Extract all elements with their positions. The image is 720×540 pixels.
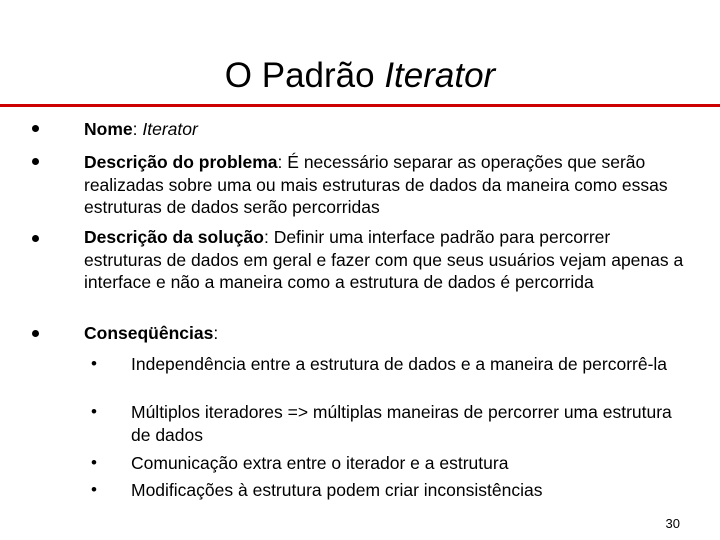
list-item xyxy=(84,226,684,294)
item-separator: : xyxy=(277,152,288,172)
item-text: É necessário separar as operações que serão realizadas sobre uma ou mais estruturas de dados da maneira como essas estruturas de dados serão percorridas xyxy=(84,152,668,217)
sub-bullet-icon: • xyxy=(91,480,97,499)
sub-bullet-icon: • xyxy=(91,453,97,472)
bullet-icon xyxy=(32,330,39,337)
item-separator: : xyxy=(263,227,274,247)
title-plain: O Padrão xyxy=(224,56,385,95)
list-item xyxy=(84,118,684,141)
bullet-icon xyxy=(32,125,39,132)
bullet-icon xyxy=(32,158,39,165)
sub-list-item: Independência entre a estrutura de dados e a maneira de percorrê-la xyxy=(131,354,668,374)
list-item xyxy=(84,151,684,219)
title-italic: Iterator xyxy=(384,56,496,95)
item-separator: : xyxy=(132,119,143,139)
sub-bullet-icon: • xyxy=(91,354,97,373)
item-separator: : xyxy=(213,323,219,343)
bullet-icon xyxy=(32,235,39,242)
item-label: Descrição da solução xyxy=(84,227,264,247)
item-text: Definir uma interface padrão para percorrer estruturas de dados em geral e fazer com que seus usuários vejam apenas a interface e não a maneira como a estrutura de dados é percorrida xyxy=(84,227,684,292)
item-label: Nome xyxy=(84,119,133,139)
sub-bullet-icon: • xyxy=(91,402,97,421)
list-item xyxy=(84,322,684,345)
item-label: Conseqüências xyxy=(84,323,214,343)
page-number: 30 xyxy=(665,516,680,531)
sub-list-item: Comunicação extra entre o iterador e a estrutura xyxy=(131,453,509,473)
item-label: Descrição do problema xyxy=(84,152,278,172)
sub-list-item: Modificações à estrutura podem criar inconsistências xyxy=(131,480,543,500)
item-text: Iterator xyxy=(142,119,198,139)
sub-list-item: Múltiplos iteradores => múltiplas maneiras de percorrer uma estrutura de dados xyxy=(131,402,672,445)
